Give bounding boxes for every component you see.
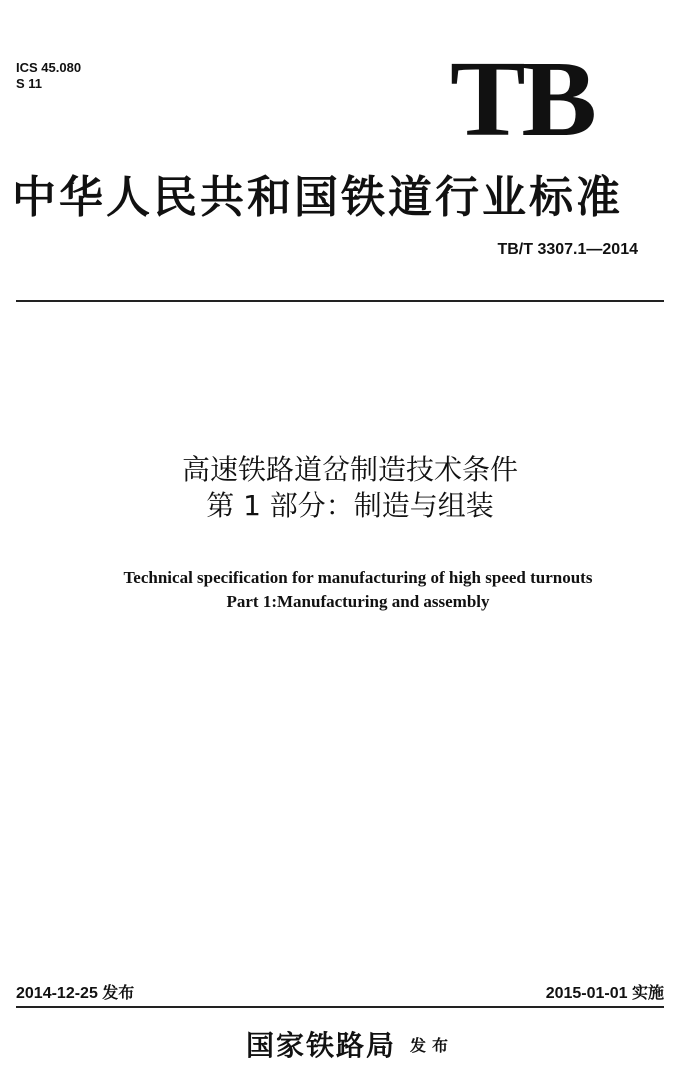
tb-logo: TB <box>450 40 593 159</box>
english-title <box>0 566 700 614</box>
standard-code: TB/T 3307.1—2014 <box>497 241 638 258</box>
publisher-line <box>0 1024 700 1064</box>
chinese-title <box>0 452 700 524</box>
header-divider <box>16 300 664 302</box>
classification-codes <box>16 60 81 92</box>
chinese-title-line-1: 高速铁路道岔制造技术条件 <box>181 453 518 486</box>
english-title-line-2: Part 1:Manufacturing and assembly <box>226 592 490 611</box>
chinese-title-line-2: 第 1 部分：制造与组装 <box>206 489 494 522</box>
standard-name: 中华人民共和国铁道行业标准 <box>12 172 623 223</box>
class-code: S 11 <box>16 76 43 91</box>
publish-verb: 发布 <box>410 1035 455 1055</box>
publisher-name: 国家铁路局 <box>245 1029 396 1062</box>
issue-date: 2014-12-25 发布 <box>16 985 135 1002</box>
english-title-line-1: Technical specification for manufacturing of high speed turnouts <box>123 568 593 587</box>
ics-code: ICS 45.080 <box>16 60 82 75</box>
footer-divider <box>16 1006 664 1008</box>
implementation-date: 2015-01-01 实施 <box>545 985 664 1002</box>
